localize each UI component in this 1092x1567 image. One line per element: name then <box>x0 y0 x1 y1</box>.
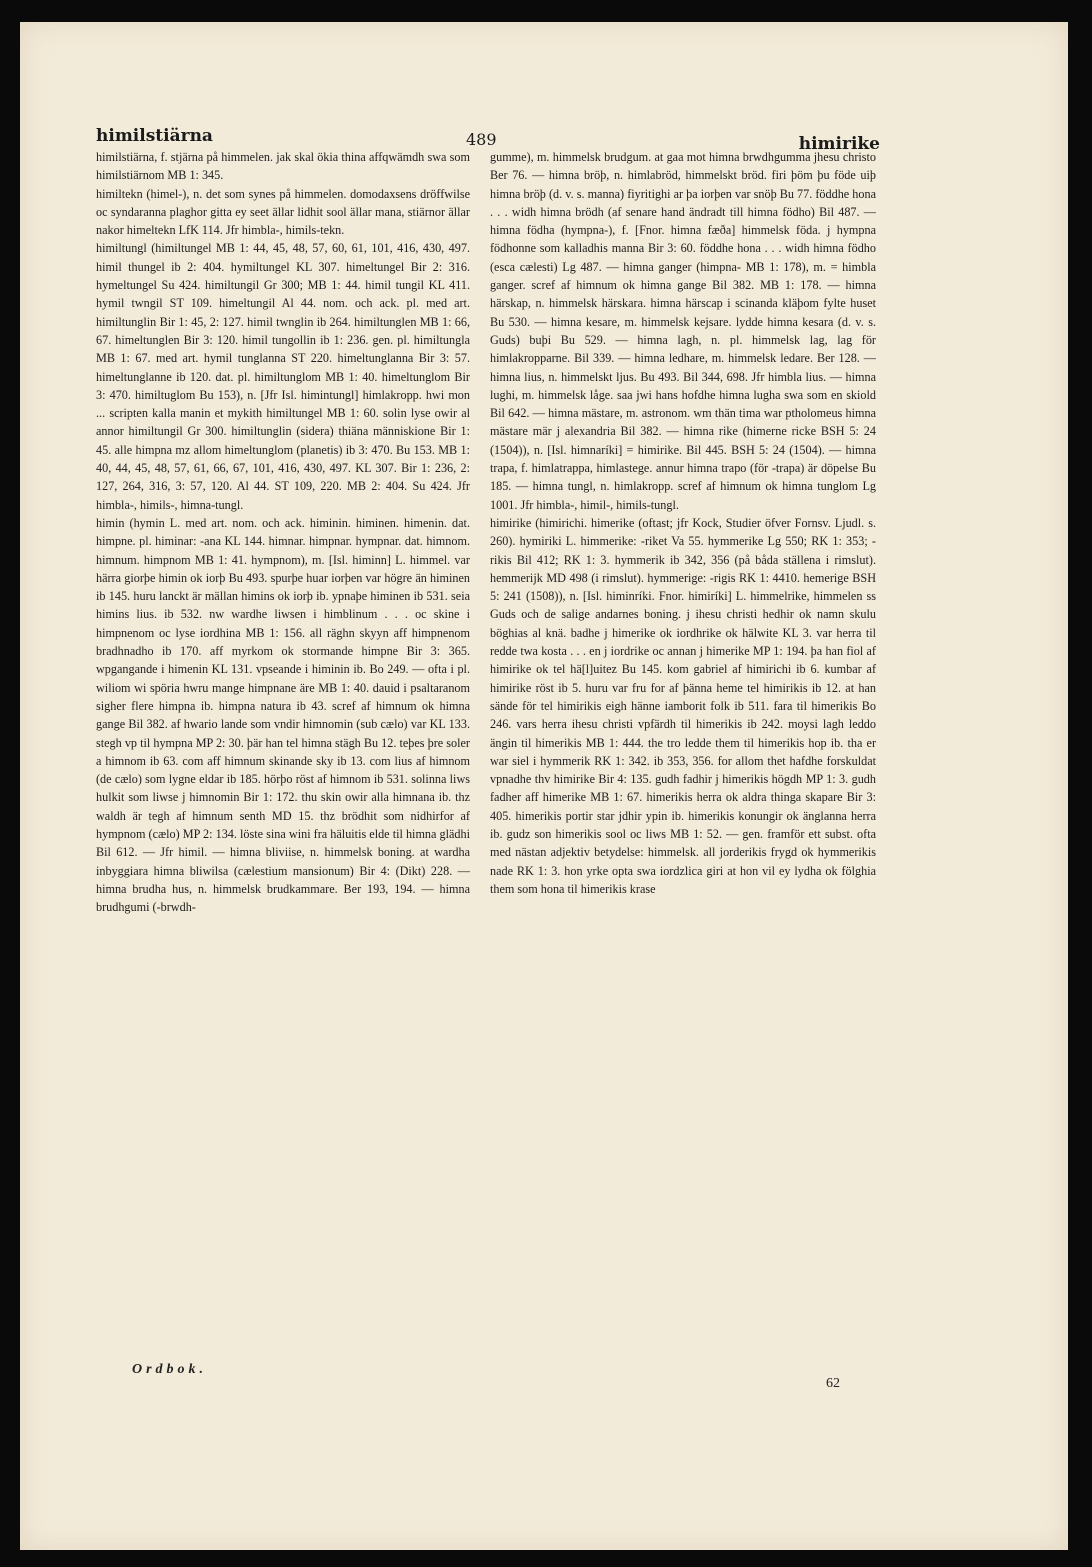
entry-himna-continued: gumme), m. himmelsk brudgum. at gaa mot himna brwdhgumma jhesu christo Ber 76. — himna bröþ, n. himlabröd, himmelskt bröd. firi þöm þu föde uiþ himna bröþ (d. v. s. manna) fiyritighi ar þa iorþen var snöþ Bu 77. föddhe hona . . . widh himna brödh (af senare hand ändradt till himna födho) Bil 487. — himna födha (hympna-), f. [Fnor. himna fæða] himmelsk föda. j hympna födhonne som kalladhis manna Bir 3: 60. föddhe hona . . . widh himna födho (esca cælesti) Lg 487. — himna ganger (himpna- MB 1: 178), m. = himbla ganger. scref af himnum ok himna gange Bil 382. MB 1: 178. — himna härskap, n. himmelsk härskara. himna härscap i scinanda kläþom fylte huset Bu 530. — himna kesare, m. himmelsk kejsare. lydde himna kesara (d. v. s. Guds) buþi Bu 529. — himna lagh, n. pl. himmelsk lag, lag för himlakropparne. Bil 339. — himna ledhare, m. himmelsk ledare. Ber 128. — himna lius, n. himmelskt ljus. Bu 493. Bil 344, 698. Jfr himbla lius. — himna lughi, m. himmelsk låge. saa jwi hans hofdhe himna lugha swa som en skiold Bil 642. — himna mästare, m. astronom. wm thän tima war ptholomeus himna mästare mär j alexandria Bil 382. — himna rike (himerne ricke BSH 5: 24 (1504)), n. [Isl. himnaríki] = himirike. Bil 445. BSH 5: 24 (1504). — himna trapa, f. himlatrappa, himlastege. annur himna trapo (för -trapa) är döpelse Bu 185. — himna tungl, n. himlakropp. scref af himnum ok himna tunglom Lg 1001. Jfr himbla-, himil-, himils-tungl. <box>490 150 876 512</box>
page-header <box>96 112 880 152</box>
entry-himilstiarna: himilstiärna, f. stjärna på himmelen. jak skal ökia thina affqwämdh swa som himilstiärnom MB 1: 345. <box>96 150 470 183</box>
right-column <box>490 148 876 898</box>
entry-himirike: himirike (himirichi. himerike (oftast; jfr Kock, Studier öfver Fornsv. Ljudl. s. 260). hymiriki L. himmerike: -riket Va 55. hymmerike Lg 550; RK 1: 353; -rikis Bil 412; RK 1: 3. hymmerik ib 342, 356 (på båda ställena i rimslut). hemmerijk MD 498 (i rimslut). hymmerige: -rigis RK 1: 4410. hemerige BSH 5: 241 (1508)), n. [Isl. himinríki. Fnor. himiríki] L. himmelrike, himmelen ss Guds och de salige andarnes boning. j ihesu christi hedhir ok namn skulu böghias al knä. badhe j himerike ok iordhrike ok hälwite KL 3. var herra til redde twa kosta . . . en j iordrike oc annan j himerike MP 1: 194. þa han fiol af himirike ok tel hä[l]uitez Bu 145. kom gabriel af himirichi ib 6. kumbar af himirike röst ib 5. huru var fru for af þänna heme tel himirikis ib 12. at han sände för tel himirikis eigh hänne iamborit folk ib 511. fara til himerikis Bo 246. vars herra ihesu christi vpfärdh til himerikis ib 242. moysi lagh leddo ängin til himerikis MB 1: 444. the tro ledde them til himerikis hop ib. tha er war siel i hymmerik RK 1: 342. ib 353, 356. for allom thet hafdhe forskuldat vpnadhe thv himirike Bir 4: 135. gudh fadhir j himerikis högdh MP 1: 3. gudh fadher aff himerike MB 1: 67. himerikis herra ok aldra thinga skapare Bir 3: 405. himerikis portir star jdhir ypin ib. himerikis konungir ok änglanna herra ib. gudz son himerikis sool oc liws MB 1: 52. — gen. framför ett subst. ofta med nästan adjektiv betydelse: himmelsk. all jorderikis frygd ok hymmerikis nade RK 1: 3. hon yrke opta swa iordzlica giri at hon vil ey lydha ok fölghia them som hona til himerikis krase <box>490 515 876 896</box>
header-right-guide-word: himirike <box>798 134 880 154</box>
sheet-number: 62 <box>826 1376 840 1391</box>
signature-mark: Ordbok. <box>132 1362 208 1377</box>
left-column <box>96 148 470 916</box>
entry-himiltungl: himiltungl (himiltungel MB 1: 44, 45, 48, 57, 60, 61, 101, 416, 430, 497. himil thungel ib 2: 404. hymiltungel KL 307. himeltungel Bir 2: 316. hymeltungel Su 424. himiltungil Gr 300; MB 1: 44. himil tungil KL 411. hymil twngil ST 109. himeltungil Al 44. nom. och ack. pl. med art. himiltunglin Bir 1: 45, 2: 127. himil twnglin ib 264. himiltunglen MB 1: 66, 67. himeltunglen Bir 3: 120. himil tungollin ib 1: 236. gen. pl. himiltungla MB 1: 67. med art. hymil tunglanna ST 220. himeltunglanna Bir 3: 57. himeltunglanne ib 120. dat. pl. himiltunglom MB 1: 40. himeltunglom Bir 3: 470. himiltuglom Bu 153), n. [Jfr Isl. himintungl] himlakropp. hwi mon ... scripten kalla manin et mykith himiltungel MB 1: 60. solin lyse owir al annor himiltungil Gr 300. himiltunglin (sidera) thiäna människione Bir 1: 45. alle himpna mz allom himeltunglom (planetis) ib 3: 470. Bu 153. MB 1: 40, 44, 45, 48, 57, 61, 66, 67, 101, 416, 430, 497. KL 307. Bir 1: 236, 2: 127, 264, 316, 3: 57, 120. Al 44. ST 109, 220. MB 2: 404. Su 424. Jfr himbla-, himils-, himna-tungl. <box>96 241 470 512</box>
page-number: 489 <box>466 130 497 149</box>
header-left-guide-word: himilstiärna <box>96 126 213 146</box>
entry-himin: himin (hymin L. med art. nom. och ack. himinin. himinen. himenin. dat. himpne. pl. himinar: -ana KL 144. himnar. himpnar. hympnar. dat. himnom. himnum. himpnom MB 1: 41. hympnom), m. [Isl. himinn] L. himmel. var härra giorþe himin ok iorþ Bu 493. spurþe huar iorþen var högre än himinen ib 145. huru lanckt är mällan himins ok iorþ ib. ypnaþe himinen ib 531. seia himins lius. ib 532. nw wardhe liwsen i himblinum . . . oc skine i himpnenom oc lyse iordhina MB 1: 156. all räghn skyyn aff himpnenom bradhnadho ib 170. aff myrkom ok stormande himpne Bir 3: 365. wpgangande i himenin KL 131. vpseande i himinin ib. Bo 249. — ofta i pl. wiliom wi spöria hwru mange himpnane äre MB 1: 40. dauid i psaltaranom sigher flere himpna ib. himpna natura ib 43. scref af himnum ok himna gange Bil 382. af hwario lande som vndir himnomin (sub cælo) var KL 133. stegh vp til hympna MP 2: 30. þär han tel himna stägh Bu 12. teþes þre soler a himnom ib 63. com aff himnum skinande sky ib 13. com lius af himnom (de cælo) som lygne eldar ib 185. hörþo röst af himnom ib 531. solinna liws hulkit som liwse j himnomin Bir 1: 172. thu skin owir alla himnana ib. thz waldh är tegh af himnum senth MD 15. thz brödhit som nidhirfor af hympnom (cælo) MP 2: 134. löste sina wini fra häluitis elde til himna glädhi Bil 612. — Jfr himil. — himna bliviise, n. himmelsk boning. at wardha inbyggiara himna bliwilsa (cælestium mansionum) Bir 4: (Dikt) 228. — himna brudha hus, n. himmelsk brudkammare. Ber 193, 194. — himna brudhgumi (-brwdh- <box>96 515 470 915</box>
entry-himiltekn: himiltekn (himel-), n. det som synes på himmelen. domodaxsens dröffwilse oc syndaranna plaghor gitta ey seet ällar lidhit sool ällar mana, stiärnor ällar nakor himeltekn LfK 114. Jfr himbla-, himils-tekn. <box>96 186 470 238</box>
